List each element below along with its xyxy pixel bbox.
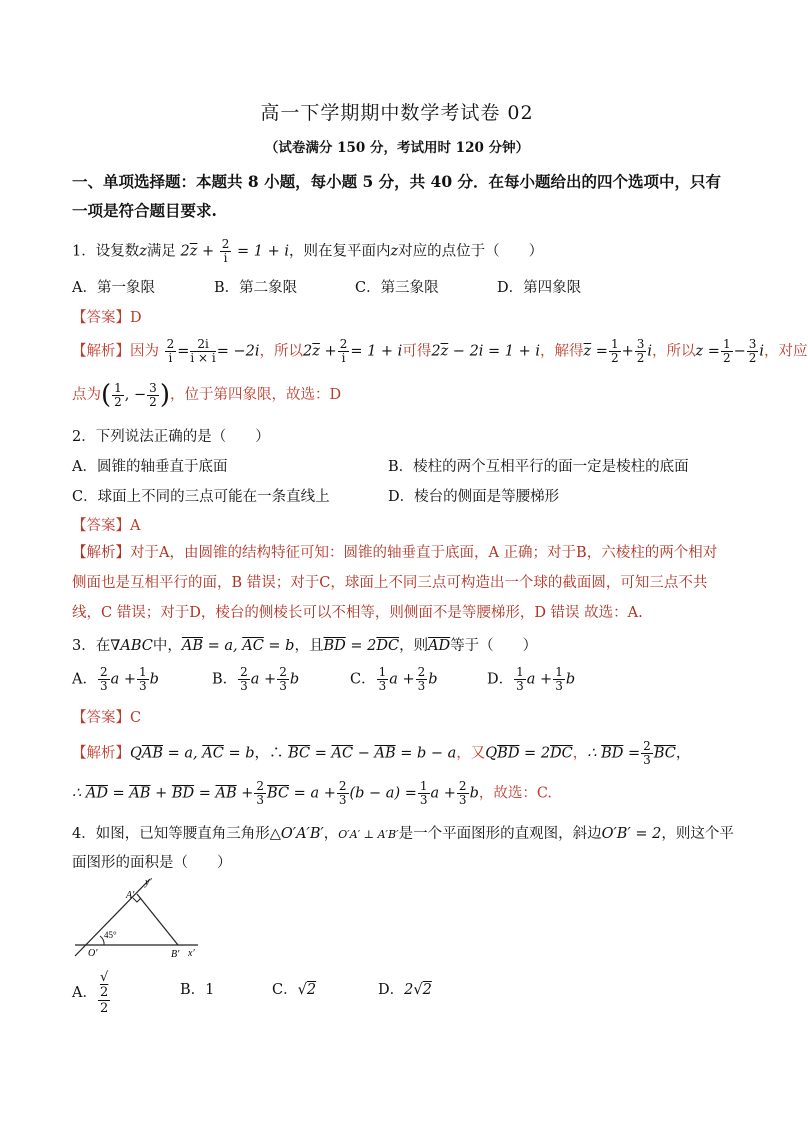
q1-answer: 【答案】D <box>72 310 142 326</box>
q4-stem-line2: 面图形的面积是（ ） <box>72 855 232 871</box>
q1-option-a: A．第一象限 <box>72 280 155 296</box>
label-a: A′ <box>126 890 135 901</box>
label-y: y′ <box>145 877 152 888</box>
q2-option-c: C．球面上不同的三点可能在一条直线上 <box>72 489 330 505</box>
q3-answer: 【答案】C <box>72 710 142 726</box>
q4-option-d: D．2√2 <box>378 982 432 998</box>
q3-option-d: D． $\frac{1}{3}$ a + $\frac{1}{3}$ b <box>487 665 576 693</box>
fraction: $\frac{2}{i}$ <box>221 237 230 265</box>
section-heading-line1: 一、单项选择题：本题共 8 小题，每小题 5 分，共 40 分．在每小题给出的四个选项中，只有 <box>72 172 722 191</box>
q4-option-c: C．√2 <box>272 982 317 998</box>
q1-option-b: B．第二象限 <box>214 280 298 296</box>
page-subtitle: （试卷满分 150 分，考试用时 120 分钟） <box>264 140 530 156</box>
q2-option-b: B．棱柱的两个互相平行的面一定是棱柱的底面 <box>388 459 689 475</box>
q1-option-d: D．第四象限 <box>497 280 582 296</box>
q2-option-d: D．棱台的侧面是等腰梯形 <box>388 489 560 505</box>
section-heading-line2: 一项是符合题目要求. <box>72 201 217 220</box>
q2-explanation: 【解析】对于A，由圆锥的结构特征可知：圆锥的轴垂直于底面，A 正确；对于B，六棱柱的两个相对侧面也是互相平行的面，B 错误；对于C，球面上不同三点可构造出一个球的截面圆，可知三点不共线，C 错误；对于D，棱台的侧棱长可以不相等，则侧面不是等腰梯形，D 错误 故选：A. <box>72 545 718 621</box>
label-b: B′ <box>171 949 180 960</box>
q2-stem: 2．下列说法正确的是（ ） <box>72 429 270 445</box>
q1-explanation-line2: 点为( $\frac{1}{2}$ , − $\frac{3}{2}$ )，位于第四象限，故选：D <box>72 380 342 410</box>
label-x: x′ <box>188 948 195 959</box>
q3-stem: 3．在∇ABC中，$\overline{AB} = a$, $\overline{AC} = b$，且$\overline{BD} = 2\overline{DC}$，则$\overline{AD}$等于（ ） <box>72 638 538 654</box>
label-o: O′ <box>88 948 98 959</box>
q4-figure <box>70 874 205 964</box>
q3-option-a: A． $\frac{2}{3}$ a + $\frac{1}{3}$ b <box>72 665 159 693</box>
q2-option-a: A．圆锥的轴垂直于底面 <box>72 459 228 475</box>
q1-option-c: C．第三象限 <box>355 280 439 296</box>
edge-ab <box>137 894 178 945</box>
q4-stem-line1: 4．如图，已知等腰直角三角形△O′A′B′，O′A′ ⊥ A′B′是一个平面图形的直观图，斜边O′B′ = 2，则这个平 <box>72 826 734 842</box>
q3-explanation-line1: 【解析】$Q\overline{AB} = a$, $\overline{AC} = b$，∴ $\overline{BC} = \overline{AC} - \overline{AB} = b - a$，又$Q\overline{BD} = 2\overline{DC}$，∴ $\overline{BD}$ = $\frac{2}{3}$ $\overline{BC}$， <box>72 739 691 767</box>
label-angle: 45° <box>104 930 117 940</box>
q1-explanation-line1: 【解析】因为 $\frac{2}{i}$ = $\frac{2i}{i \times i}$ = −2i，所以$2\overline{z}$ + $\frac{2}{i}$ = 1 + i可得$2\overline{z} - 2i = 1 + i$，解得$\overline{z}$ = $\frac{1}{2}$ + $\frac{3}{2}$ i，所以z = $\frac{1}{2}$ − $\frac{3}{2}$ i，对应 <box>72 337 808 365</box>
q4-option-b: B．1 <box>180 982 215 998</box>
page-title: 高一下学期期中数学考试卷 02 <box>260 102 534 124</box>
q4-option-a: A． √ 2 2 <box>72 970 109 1016</box>
q3-option-b: B． $\frac{2}{3}$ a + $\frac{2}{3}$ b <box>212 665 300 693</box>
q1-stem: 1．设复数z满足 $2\overline{z}$ + $\frac{2}{i}$ = 1 + i，则在复平面内z对应的点位于（ ） <box>72 237 544 265</box>
q3-explanation-line2: ∴ $\overline{AD} = \overline{AB} + \overline{BD} = \overline{AB}$ + $\frac{2}{3}$ $\overline{BC} = a$ + $\frac{2}{3}$ (b − a) = $\frac{1}{3}$ a + $\frac{2}{3}$ b，故选：C. <box>72 779 553 807</box>
q3-option-c: C． $\frac{1}{3}$ a + $\frac{2}{3}$ b <box>350 665 438 693</box>
q2-answer: 【答案】A <box>72 518 141 534</box>
